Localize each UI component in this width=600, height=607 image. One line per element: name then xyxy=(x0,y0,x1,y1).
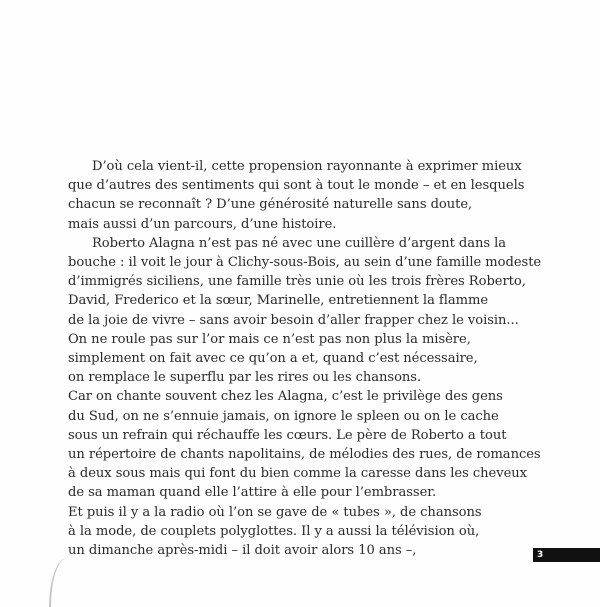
page-edge-mark xyxy=(49,558,69,607)
paragraph-3-line-6: de sa maman quand elle l’attire à elle pour l’embrasser. xyxy=(68,485,437,501)
paragraph-2-line-5: de la joie de vivre – sans avoir besoin d’aller frapper chez le voisin... xyxy=(68,312,519,328)
paragraph-2-line-8: on remplace le superflu par les rires ou les chansons. xyxy=(68,370,422,386)
paragraph-2-line-2: bouche : il voit le jour à Clichy-sous-Bois, au sein d’une famille modeste xyxy=(68,255,542,271)
paragraph-2-line-7: simplement on fait avec ce qu’on a et, quand c’est nécessaire, xyxy=(68,351,478,367)
paragraph-4-line-3: un dimanche après-midi – il doit avoir alors 10 ans –, xyxy=(68,543,417,559)
page-number-bar xyxy=(533,548,600,562)
paragraph-3-line-4: un répertoire de chants napolitains, de mélodies des rues, de romances xyxy=(68,447,541,463)
paragraph-3-line-1: Car on chante souvent chez les Alagna, c’est le privilège des gens xyxy=(68,389,503,405)
paragraph-2-line-1: Roberto Alagna n’est pas né avec une cuillère d’argent dans la xyxy=(92,235,507,251)
page-number: 3 xyxy=(537,550,544,560)
paragraph-1-line-4: mais aussi d’un parcours, d’une histoire. xyxy=(68,216,337,232)
paragraph-2-line-4: David, Frederico et la sœur, Marinelle, entretiennent la flamme xyxy=(68,293,489,309)
paragraph-4-line-1: Et puis il y a la radio où l’on se gave de « tubes », de chansons xyxy=(68,504,482,520)
body-text xyxy=(68,157,542,560)
paragraph-3-line-2: du Sud, on ne s’ennuie jamais, on ignore le spleen ou on le cache xyxy=(68,408,499,424)
paragraph-2-line-3: d’immigrés siciliens, une famille très unie où les trois frères Roberto, xyxy=(68,274,526,290)
paragraph-1-line-2: que d’autres des sentiments qui sont à tout le monde – et en lesquels xyxy=(68,178,525,194)
paragraph-2-line-6: On ne roule pas sur l’or mais ce n’est pas non plus la misère, xyxy=(68,331,471,347)
paragraph-1-line-1: D’où cela vient-il, cette propension rayonnante à exprimer mieux xyxy=(92,159,522,174)
paragraph-3-line-5: à deux sous mais qui font du bien comme la caresse dans les cheveux xyxy=(68,466,527,482)
paragraph-1-line-3: chacun se reconnaît ? D’une générosité naturelle sans doute, xyxy=(68,197,473,213)
paragraph-4-line-2: à la mode, de couplets polyglottes. Il y a aussi la télévision où, xyxy=(68,523,480,539)
paragraph-3-line-3: sous un refrain qui réchauffe les cœurs. Le père de Roberto a tout xyxy=(68,427,507,443)
